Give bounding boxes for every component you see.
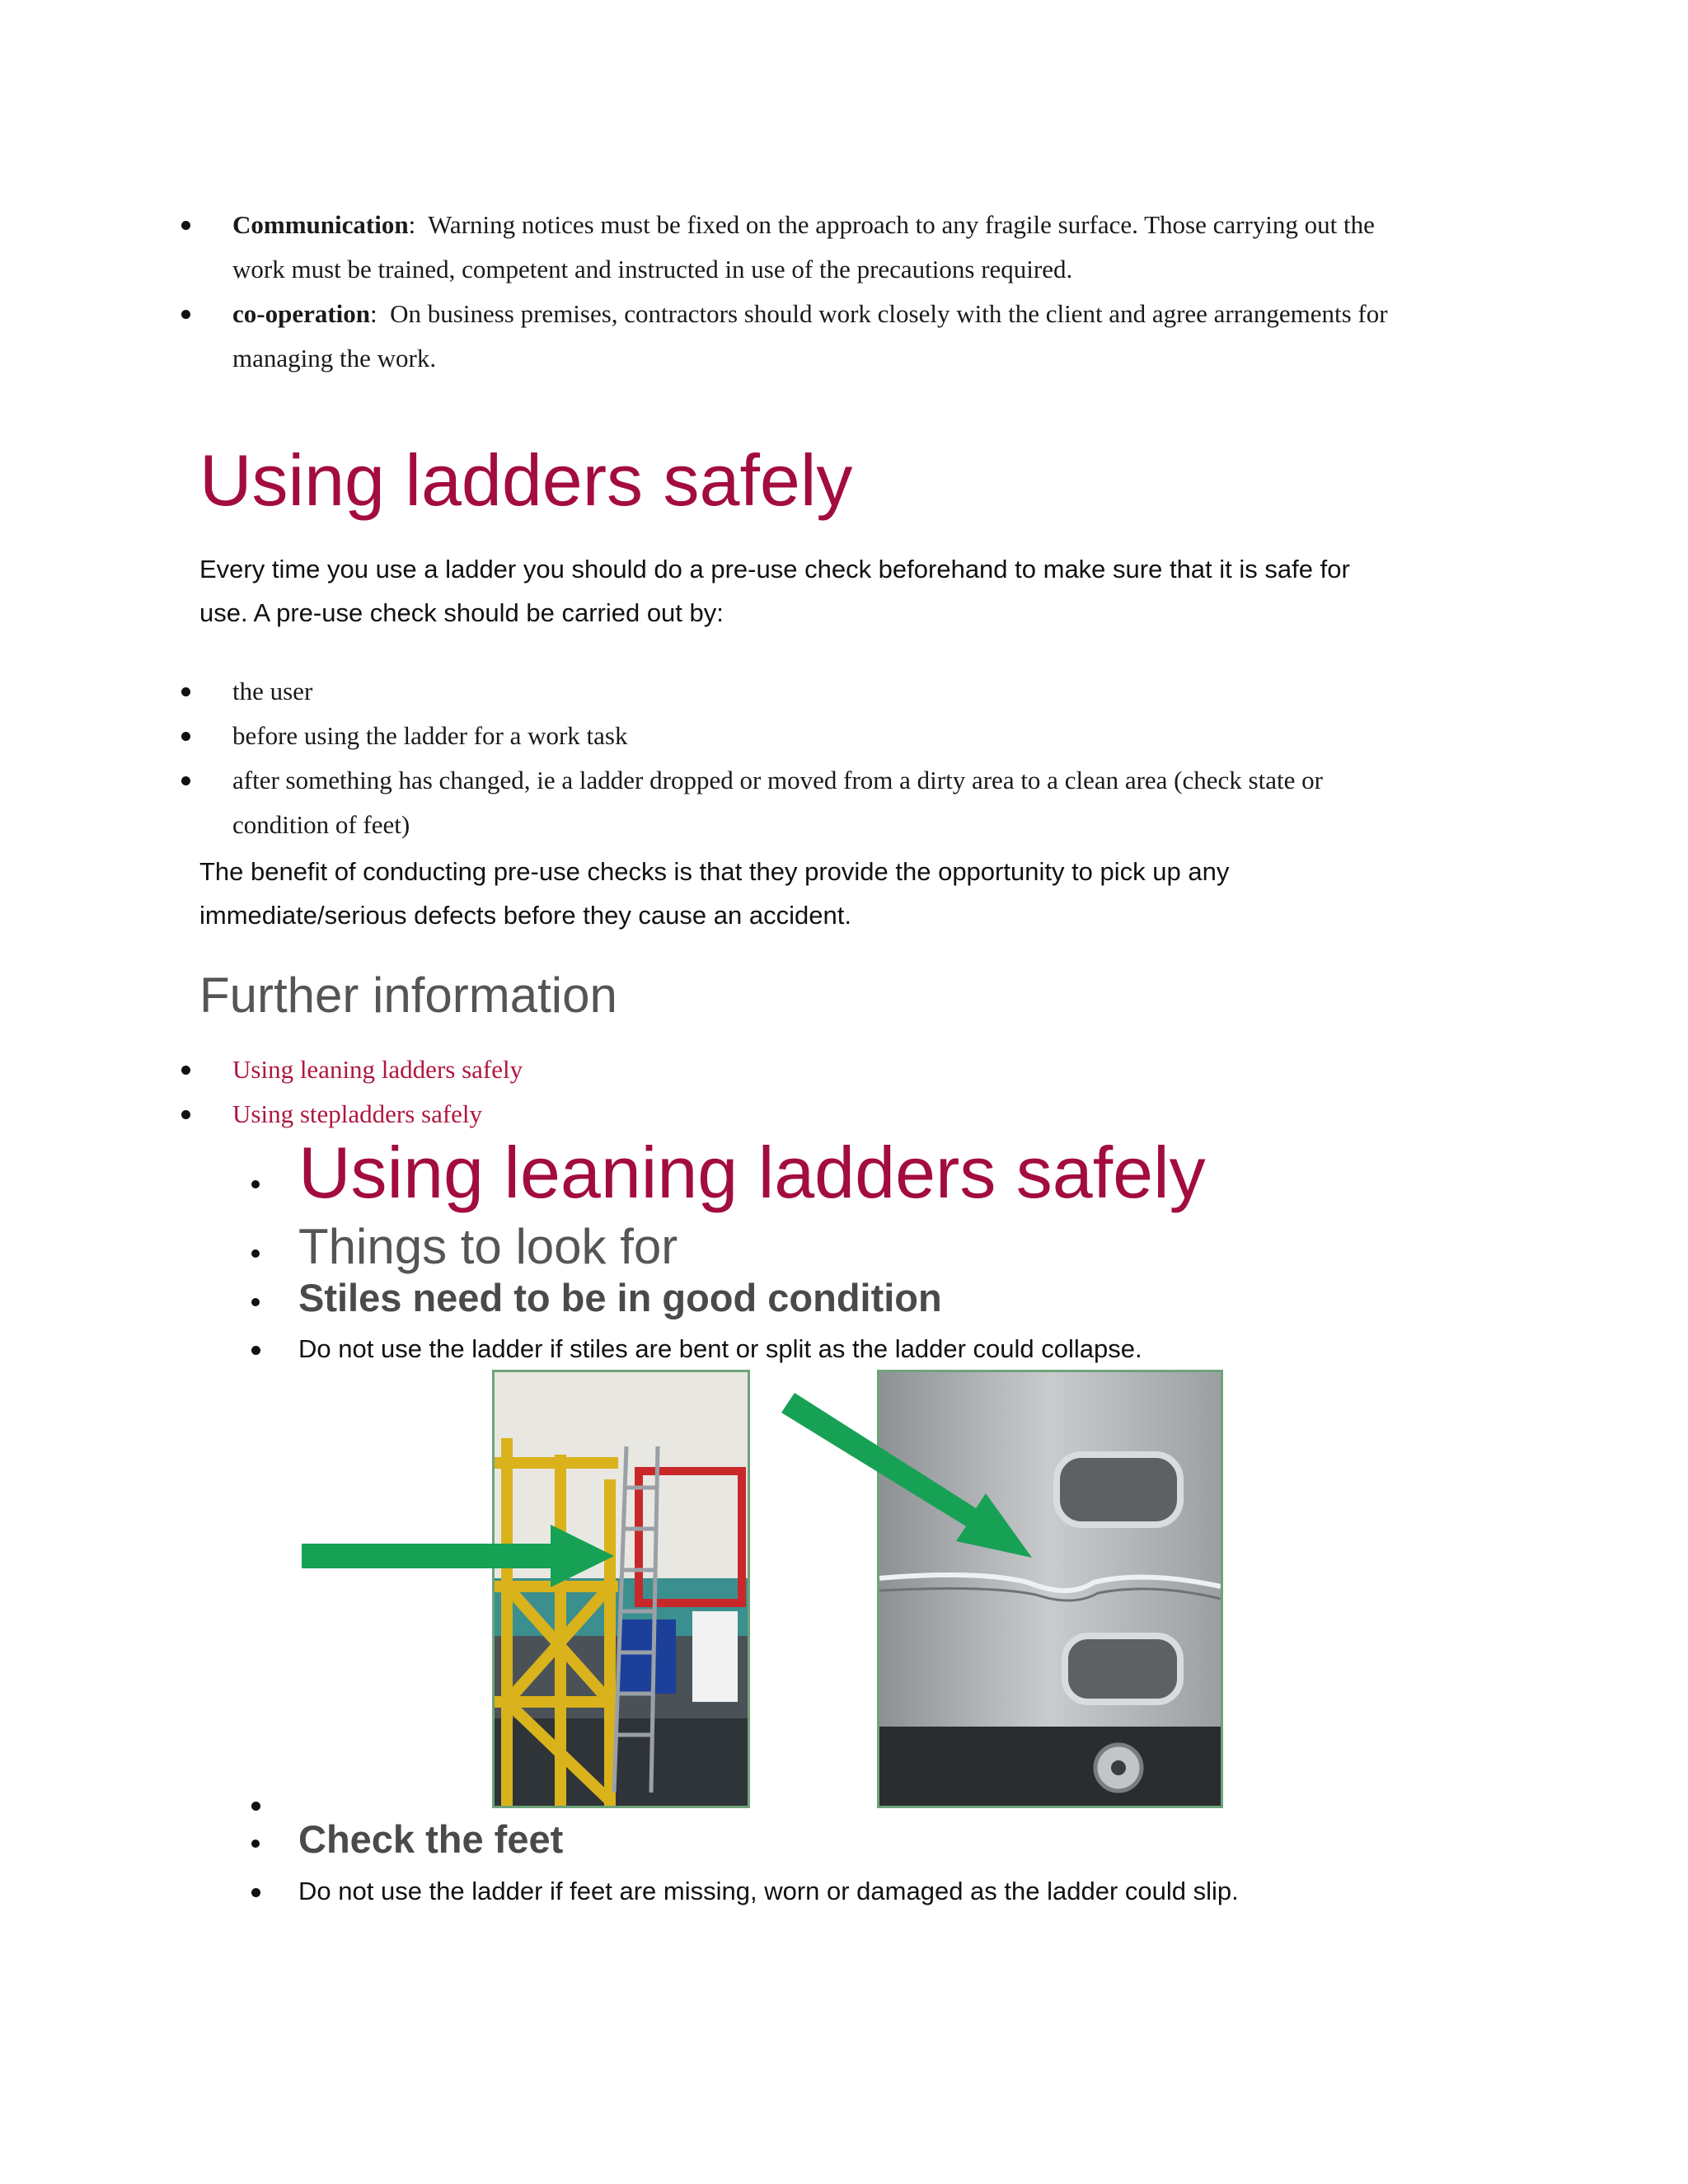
ladder-photo: [492, 1370, 750, 1808]
bullet-icon: [251, 1888, 260, 1897]
further-heading: Further information: [199, 968, 617, 1023]
bullet-icon: [181, 1110, 190, 1119]
bullet-icon: [251, 1180, 260, 1188]
benefit-paragraph: [199, 850, 1485, 937]
bullet-icon: [251, 1298, 260, 1306]
bullet-icon: [251, 1802, 260, 1811]
para-line: use. A pre-use check should be carried out by:: [199, 598, 724, 627]
stiles-heading: Stiles need to be in good condition: [298, 1276, 942, 1319]
link-text[interactable]: Using stepladders safely: [232, 1099, 483, 1128]
bullet-icon: [251, 1249, 260, 1258]
intro-term: co-operation: [232, 299, 371, 328]
intro-list: [0, 203, 1469, 381]
intro-item-communication: [0, 203, 1469, 292]
intro-sep: :: [408, 210, 416, 239]
section-heading: Using ladders safely: [199, 439, 853, 521]
intro-item-cooperation: [0, 292, 1469, 381]
stile-damage-photo: [877, 1370, 1223, 1808]
further-links: [0, 1047, 1469, 1137]
link-text[interactable]: Using leaning ladders safely: [232, 1055, 523, 1084]
para-line: Every time you use a ladder you should do a pre-use check beforehand to make sure that it is safe for: [199, 555, 1350, 583]
check-list: [0, 669, 1469, 847]
para-line: immediate/serious defects before they cause an accident.: [199, 901, 851, 930]
intro-sep: :: [370, 299, 377, 328]
ladder-scene: [495, 1372, 748, 1806]
check-text: condition of feet): [232, 810, 410, 839]
bullet-icon: [181, 1066, 190, 1075]
stiles-text: Do not use the ladder if stiles are bent or split as the ladder could collapse.: [298, 1334, 1142, 1363]
bullet-icon: [181, 221, 190, 230]
check-text: the user: [232, 677, 313, 705]
bullet-icon: [251, 1840, 260, 1848]
bullet-icon: [181, 687, 190, 696]
check-text: before using the ladder for a work task: [232, 721, 628, 750]
bullet-icon: [251, 1346, 260, 1355]
check-item: [0, 714, 1469, 758]
intro-line: Warning notices must be fixed on the approach to any fragile surface. Those carrying out the: [428, 210, 1375, 239]
intro-line: work must be trained, competent and instructed in use of the precautions required.: [232, 255, 1073, 284]
intro-paragraph: [199, 547, 1485, 635]
check-text: after something has changed, ie a ladder dropped or moved from a dirty area to a clean area (check state or: [232, 766, 1323, 794]
intro-line: On business premises, contractors should work closely with the client and agree arrangements for: [390, 299, 1388, 328]
bullet-icon: [181, 310, 190, 319]
check-item: [0, 669, 1469, 714]
para-line: The benefit of conducting pre-use checks is that they provide the opportunity to pick up any: [199, 857, 1230, 886]
leaning-heading: Using leaning ladders safely: [298, 1132, 1206, 1213]
feet-heading: Check the feet: [298, 1817, 564, 1861]
link-leaning-ladders[interactable]: [0, 1047, 1469, 1092]
intro-term: Communication: [232, 210, 409, 239]
check-item: [0, 758, 1469, 847]
things-heading: Things to look for: [298, 1219, 678, 1274]
feet-text: Do not use the ladder if feet are missing, worn or damaged as the ladder could slip.: [298, 1877, 1239, 1905]
intro-line: managing the work.: [232, 344, 437, 373]
bullet-icon: [181, 732, 190, 741]
stile-scene: [879, 1372, 1221, 1806]
bullet-icon: [181, 776, 190, 785]
